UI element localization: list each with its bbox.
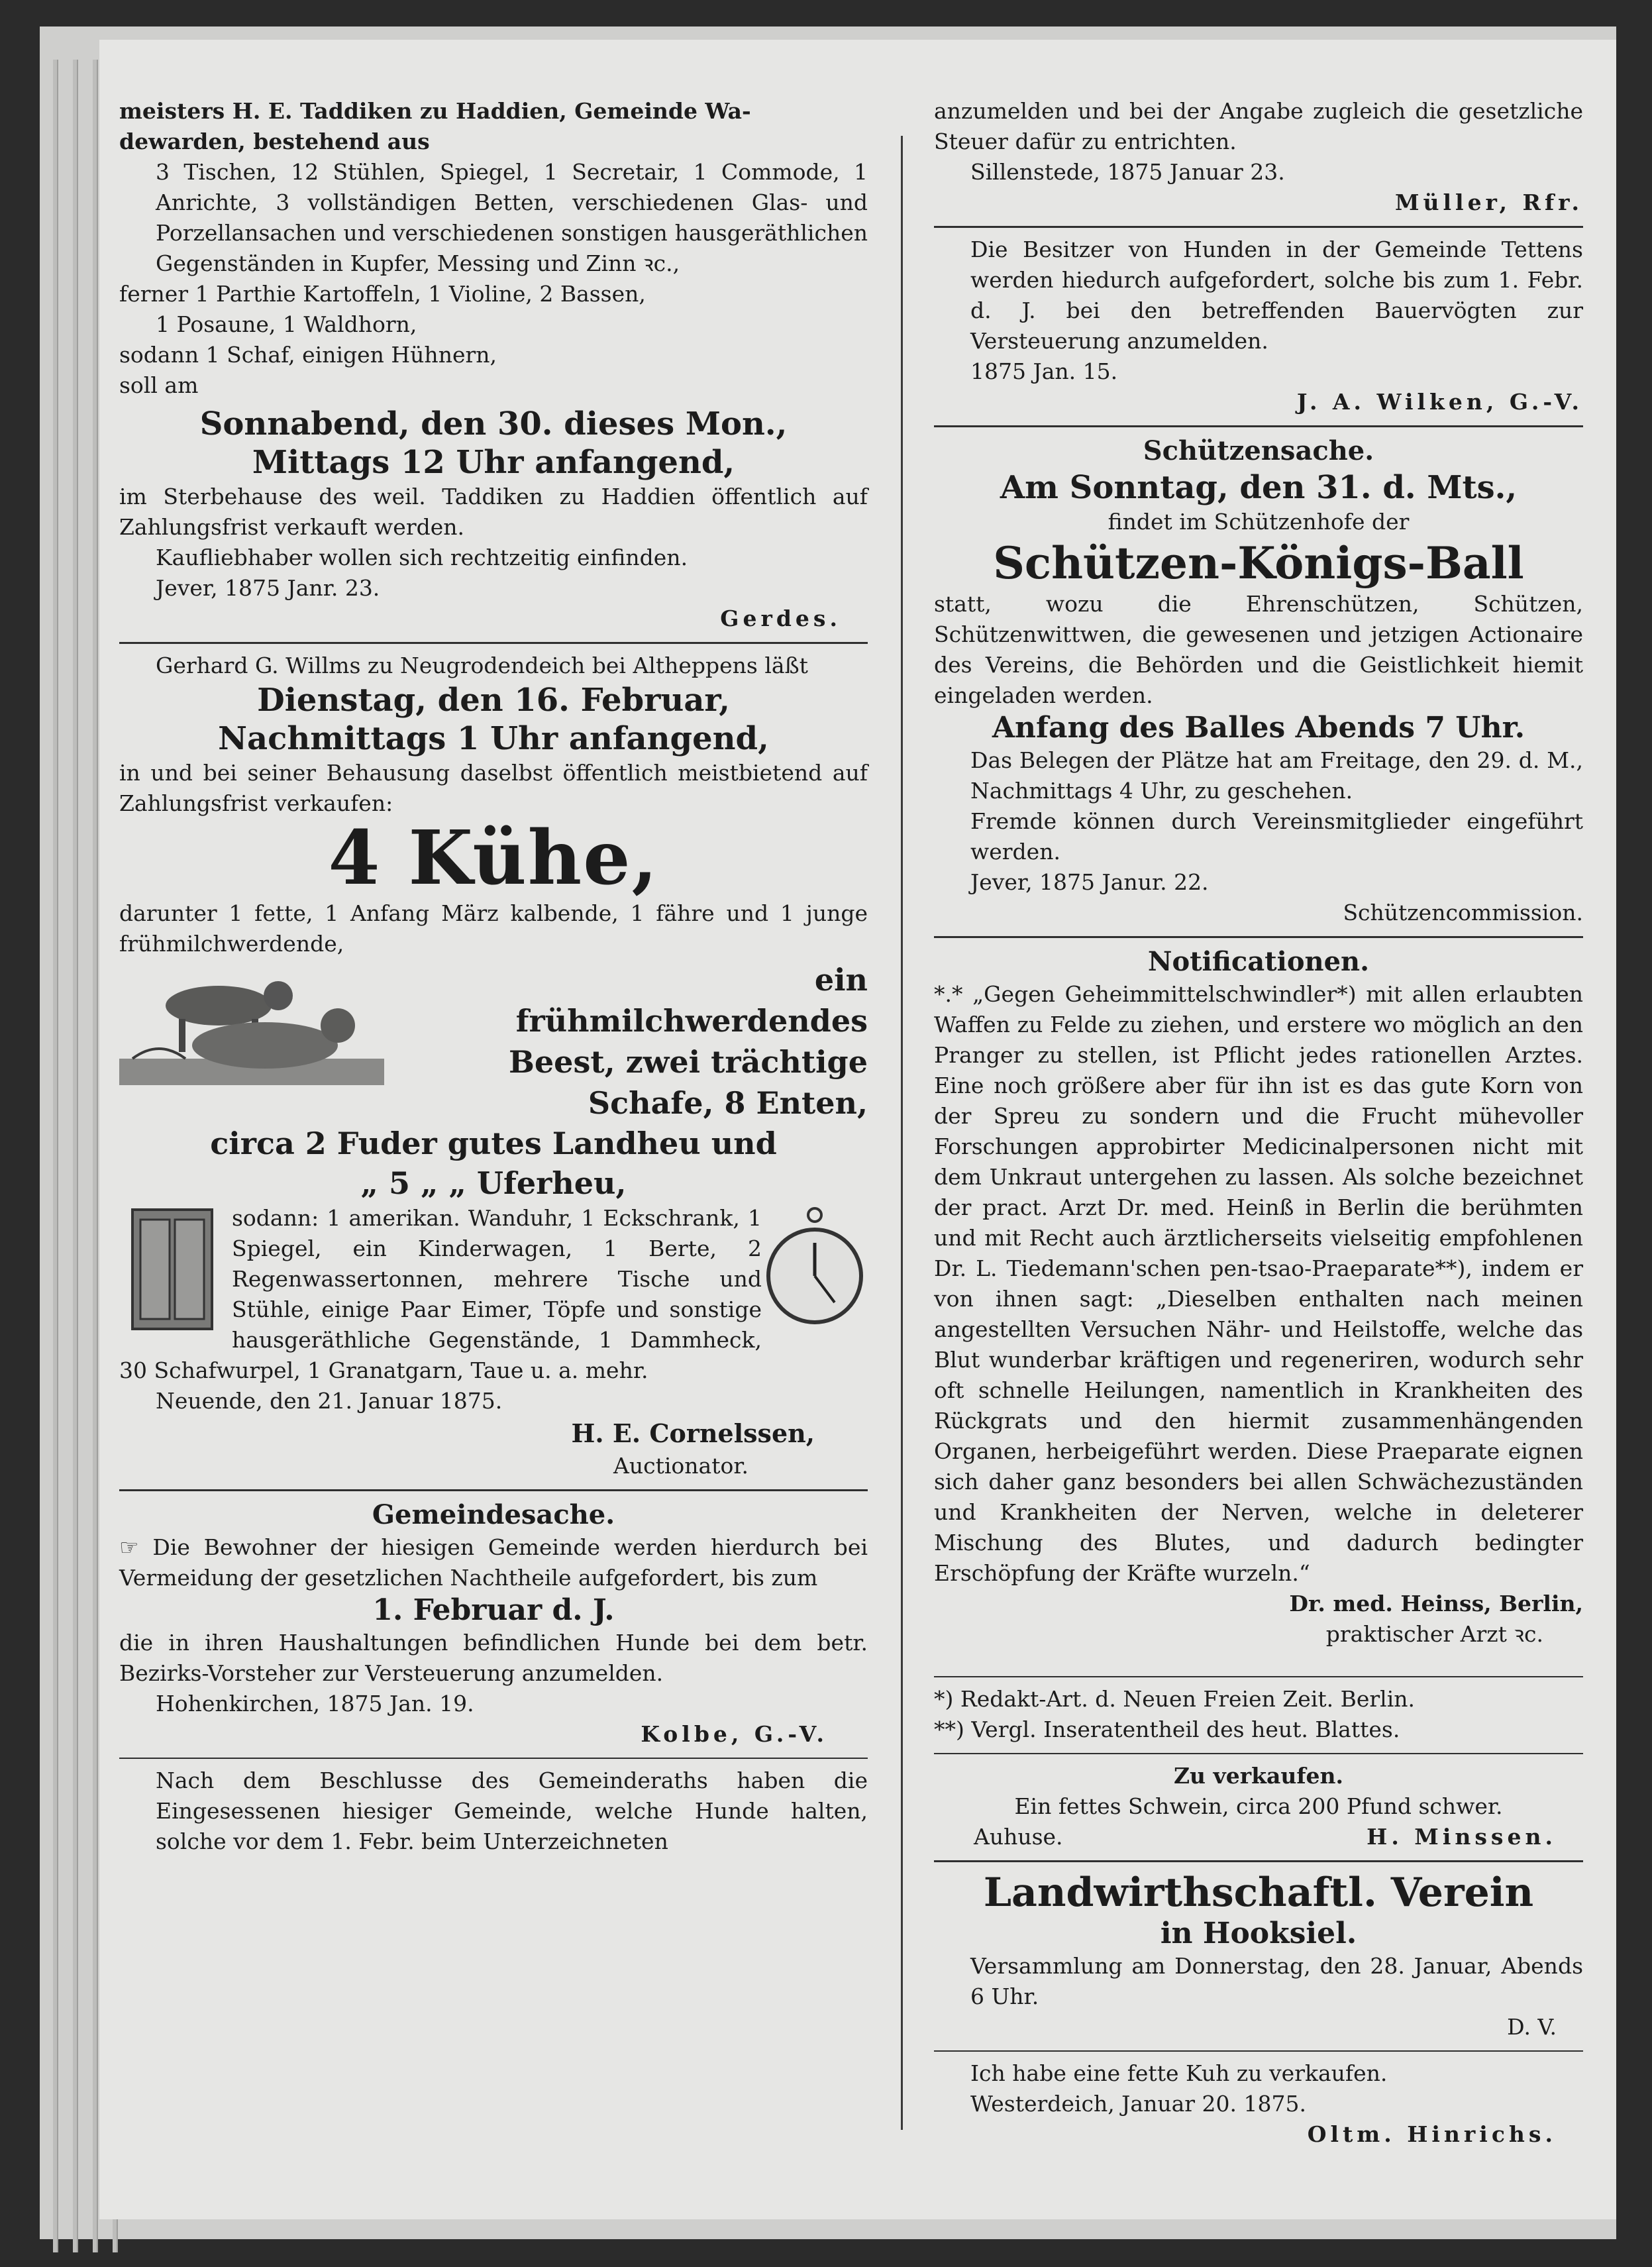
page-edge: [73, 60, 78, 2252]
text-line: Kaufliebhaber wollen sich rechtzeitig einfinden.: [156, 545, 688, 570]
place: Auhuse.: [974, 1824, 1063, 1850]
footnote: *) Redakt-Art. d. Neuen Freien Zeit. Berlin.: [934, 1686, 1416, 1712]
text-line: darunter 1 fette, 1 Anfang März kalbende, 1 fähre und 1 junge frühmilchwerdende,: [119, 900, 868, 957]
text-line: Ein fettes Schwein, circa 200 Pfund schwer.: [1014, 1793, 1503, 1819]
text-line: in und bei seiner Behausung daselbst öffentlich meistbietend auf Zahlungsfrist verkaufen:: [119, 760, 868, 816]
text-line: soll am: [119, 372, 199, 398]
signature-row: [934, 1822, 1583, 1852]
signature-title: praktischer Arzt ꝛc.: [1325, 1621, 1543, 1647]
section-rule: [934, 1860, 1583, 1862]
auction-time-heading: Mittags 12 Uhr anfangend,: [252, 444, 735, 481]
auction-date-heading: Dienstag, den 16. Februar,: [257, 682, 730, 719]
association-place: in Hooksiel.: [1160, 1917, 1357, 1950]
signature: Kolbe, G.-V.: [641, 1721, 828, 1747]
text-line: Gerhard G. Willms zu Neugrodendeich bei Altheppens läßt: [156, 653, 808, 678]
dateline: Hohenkirchen, 1875 Jan. 19.: [156, 1691, 474, 1716]
text-line: Fremde können durch Vereinsmitglieder eingeführt werden.: [970, 808, 1583, 865]
text-line: Beest, zwei trächtige: [509, 1044, 868, 1080]
text-line: sodann: 1 amerikan. Wanduhr, 1 Eckschrank, 1 Spiegel, ein Kinderwagen, 1 Berte, 2 Regenwassertonnen, mehrere Tische und Stühle, einige Paar Eimer, Töpfe und sonstige hausgeräthliche Gegenstände, 1 Dammheck, 30 Schafwurpel, 1 Granatgarn, Taue u. a. mehr.: [119, 1205, 762, 1383]
section-heading: Notificationen.: [1147, 946, 1370, 977]
signature-title: Auctionator.: [613, 1453, 749, 1479]
headline-cows: 4 Kühe,: [328, 815, 659, 902]
dateline: 1875 Jan. 15.: [970, 358, 1118, 384]
dateline: Jever, 1875 Janr. 23.: [156, 575, 380, 601]
section-rule: [934, 226, 1583, 228]
page-edge: [93, 60, 98, 2252]
text-line: Nach dem Beschlusse des Gemeinderaths haben die Eingesessenen hiesiger Gemeinde, welche Hunde halten, solche vor dem 1. Febr. beim Unterzeichneten: [156, 1767, 868, 1854]
text-line: dewarden, bestehend aus: [119, 129, 430, 154]
section-rule: [119, 1489, 868, 1491]
inventory-list: 3 Tischen, 12 Stühlen, Spiegel, 1 Secretair, 1 Commode, 1 Anrichte, 3 vollständigen Betten, verschiedenen Glas- und Porzellansachen und verschiedenen sonstigen hausgeräthlichen Gegenständen in Kupfer, Messing und Zinn ꝛc.,: [156, 159, 868, 276]
text-line: Ich habe eine fette Kuh zu verkaufen.: [970, 2060, 1388, 2086]
cow-engraving-icon: [119, 959, 384, 1092]
signature: Gerdes.: [720, 606, 841, 631]
text-line: Versammlung am Donnerstag, den 28. Januar, Abends 6 Uhr.: [970, 1953, 1583, 2009]
column-divider: [901, 136, 903, 2130]
signature: H. E. Cornelssen,: [571, 1418, 815, 1448]
section-heading: Gemeindesache.: [372, 1499, 615, 1530]
signature: Schützencommission.: [1343, 900, 1583, 925]
ball-title: Schützen-Königs-Ball: [993, 537, 1524, 589]
text-line: „ 5 „ „ Uferheu,: [360, 1165, 627, 1201]
section-rule: [119, 642, 868, 644]
right-column: [934, 96, 1583, 2150]
text-line: ferner 1 Parthie Kartoffeln, 1 Violine, 2 Bassen,: [119, 281, 646, 307]
section-rule: [934, 1753, 1583, 1754]
signature: Müller, Rfr.: [1394, 189, 1583, 215]
section-rule: [119, 1758, 868, 1759]
signature: Dr. med. Heinss, Berlin,: [1289, 1591, 1583, 1616]
text-line: ☞ Die Bewohner der hiesigen Gemeinde werden hierdurch bei Vermeidung der gesetzlichen Nachtheile aufgefordert, bis zum: [119, 1534, 868, 1591]
section-heading: Zu verkaufen.: [1173, 1763, 1344, 1789]
deadline-heading: 1. Februar d. J.: [372, 1593, 615, 1627]
auction-date-heading: Sonnabend, den 30. dieses Mon.,: [199, 405, 788, 443]
dateline: Neuende, den 21. Januar 1875.: [156, 1388, 503, 1414]
text-line: statt, wozu die Ehrenschützen, Schützen, Schützenwittwen, die gewesenen und jetzigen Actionaire des Vereins, die Behörden und die Geistlichkeit hiemit eingeladen werden.: [934, 591, 1583, 708]
clock-engraving-icon: [762, 1203, 868, 1336]
signature: H. Minssen.: [1367, 1824, 1557, 1850]
text-line: Die Besitzer von Hunden in der Gemeinde Tettens werden hiedurch aufgefordert, solche bis zum 1. Febr. d. J. bei den betreffenden Bauervögten zur Versteuerung anzumelden.: [970, 237, 1583, 354]
cabinet-engraving-icon: [119, 1203, 225, 1336]
section-rule: [934, 2050, 1583, 2052]
notice-body: *.* „Gegen Geheimmittelschwindler*) mit allen erlaubten Waffen zu Felde zu ziehen, und erstere wo möglich an den Pranger zu stellen, ist Pflicht jedes rationellen Arztes. Eine noch größere aber für ihn ist es das gute Korn von der Spreu zu sondern und die Frucht mühevoller Forschungen approbirter Medicinalpersonen nicht mit dem Unkraut untergehen zu lassen. Als solche bezeichnet der pract. Arzt Dr. med. Heinß in Berlin die berühmten und mit Recht auch ärztlicherseits vielseitig empfohlenen Dr. L. Tiedemann'schen pen-tsao-Praeparate**), indem er von ihnen sagt: „Dieselben enthalten nach meinen angestellten Versuchen Nähr- und Heilstoffe, welche das Blut wunderbar kräftigen und regeneriren, wodurch sehr oft schnelle Heilungen, namentlich in Krankheiten des Rückgrats und den hiermit zusammenhängenden Organen, herbeigeführt werden. Diese Praeparate eignen sich daher ganz besonders bei allen Schwächezuständen und Krankheiten der Nerven, welche in deleterer Mischung des Blutes, und dadurch bedingter Erschöpfung der Kräfte wurzeln.“: [934, 981, 1583, 1586]
dateline: Sillenstede, 1875 Januar 23.: [970, 159, 1285, 185]
section-rule: [934, 1676, 1583, 1677]
event-time-heading: Anfang des Balles Abends 7 Uhr.: [992, 711, 1525, 745]
text-line: Das Belegen der Plätze hat am Freitage, den 29. d. M., Nachmittags 4 Uhr, zu geschehen.: [970, 747, 1583, 804]
dateline: Jever, 1875 Janur. 22.: [970, 869, 1209, 895]
text-line: anzumelden und bei der Angabe zugleich die gesetzliche Steuer dafür zu entrichten.: [934, 98, 1583, 154]
text-line: circa 2 Fuder gutes Landheu und: [210, 1126, 777, 1161]
text-line: die in ihren Haushaltungen befindlichen Hunde bei dem betr. Bezirks-Vorsteher zur Versteuerung anzumelden.: [119, 1630, 868, 1686]
text-line: Schafe, 8 Enten,: [588, 1085, 868, 1121]
signature: J. A. Wilken, G.-V.: [1296, 389, 1583, 415]
cattle-block: [119, 959, 868, 1124]
section-rule: [934, 936, 1583, 938]
page-edge: [53, 60, 58, 2252]
text-line: im Sterbehause des weil. Taddiken zu Haddien öffentlich auf Zahlungsfrist verkauft werden.: [119, 484, 868, 540]
furniture-block: [119, 1203, 868, 1386]
text-line: meisters H. E. Taddiken zu Haddien, Gemeinde Wa-: [119, 98, 751, 124]
section-heading: Schützensache.: [1143, 435, 1374, 466]
association-title: Landwirthschaftl. Verein: [983, 1870, 1534, 1916]
signature: Oltm. Hinrichs.: [1307, 2121, 1557, 2147]
text-line: ein: [814, 962, 868, 998]
section-rule: [934, 425, 1583, 427]
text-line: findet im Schützenhofe der: [1108, 509, 1410, 535]
left-column: [119, 96, 868, 1857]
footnote: **) Vergl. Inseratentheil des heut. Blattes.: [934, 1716, 1400, 1742]
text-line: frühmilchwerdendes: [515, 1003, 868, 1039]
text-line: 1 Posaune, 1 Waldhorn,: [156, 311, 417, 337]
auction-time-heading: Nachmittags 1 Uhr anfangend,: [218, 720, 769, 757]
event-date-heading: Am Sonntag, den 31. d. Mts.,: [1000, 469, 1518, 506]
dateline: Westerdeich, Januar 20. 1875.: [970, 2091, 1306, 2117]
signature: D. V.: [1507, 2014, 1557, 2040]
text-line: sodann 1 Schaf, einigen Hühnern,: [119, 342, 497, 368]
